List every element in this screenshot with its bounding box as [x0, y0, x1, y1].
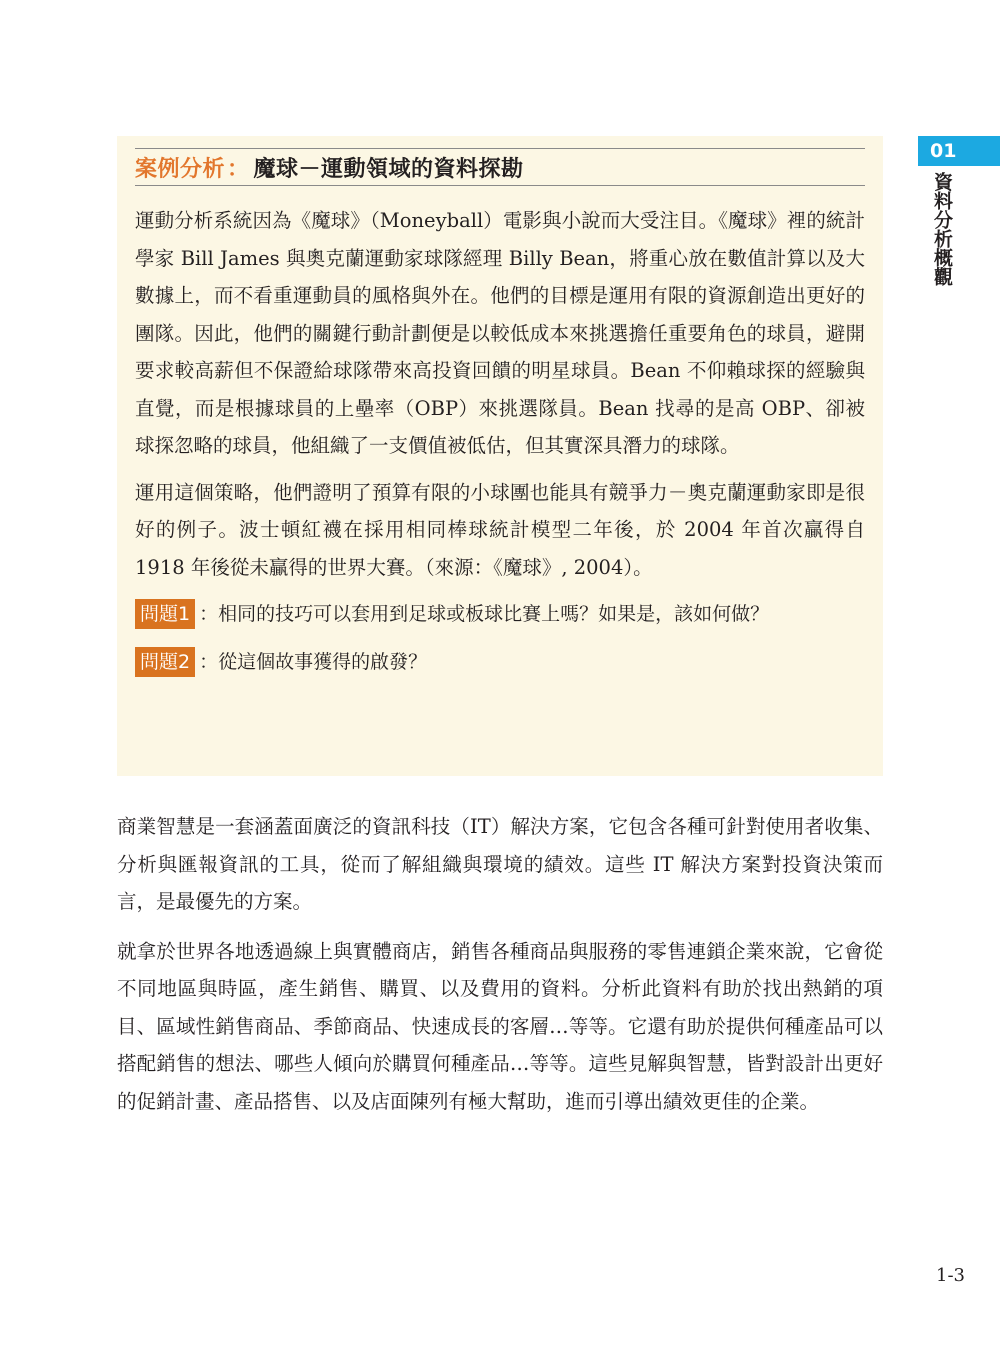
- case-study-heading: [135, 148, 865, 186]
- question-row: [135, 599, 865, 629]
- case-study-label: 案例分析: [135, 156, 226, 182]
- chapter-title-vertical: 資料分析概觀: [931, 172, 953, 286]
- case-study-body: [135, 202, 865, 677]
- body-paragraph: 就拿於世界各地透過線上與實體商店，銷售各種商品與服務的零售連鎖企業來說，它會從不同地區與時區，產生銷售、購買、以及費用的資料。分析此資料有助於找出熱銷的項目、區域性銷售商品、季節商品、快速成長的客層…等等。它還有助於提供何種產品可以搭配銷售的想法、哪些人傾向於購買何種產品…等等。這些見解與智慧，皆對設計出更好的促銷計畫、產品搭售、以及店面陳列有極大幫助，進而引導出績效更佳的企業。: [117, 939, 883, 1113]
- main-body-text: [117, 808, 883, 1132]
- case-study-box: [117, 136, 883, 776]
- case-study-title: 魔球－運動領域的資料探勘: [253, 156, 524, 182]
- page-number: 1-3: [936, 1265, 965, 1286]
- question-row: [135, 647, 865, 677]
- case-study-paragraph: 運動分析系統因為《魔球》（Moneyball）電影與小說而大受注目。《魔球》裡的統計學家 Bill James 與奧克蘭運動家球隊經理 Billy Bean，將重心放在數值計算以及大數據上，而不看重運動員的風格與外在。他們的目標是運用有限的資源創造出更好的團隊。因此，他們的關鍵行動計劃便是以較低成本來挑選擔任重要角色的球員，避開要求較高薪但不保證給球隊帶來高投資回饋的明星球員。Bean 不仰賴球探的經驗與直覺，而是根據球員的上壘率（OBP）來挑選隊員。Bean 找尋的是高 OBP、卻被球探忽略的球員，他組織了一支價值被低估，但其實深具潛力的球隊。: [135, 209, 865, 457]
- chapter-number: 01: [930, 140, 957, 162]
- case-study-paragraph: 運用這個策略，他們證明了預算有限的小球團也能具有競爭力－奧克蘭運動家即是很好的例子。波士頓紅襪在採用相同棒球統計模型二年後，於 2004 年首次贏得自 1918 年後從未贏得的世界大賽。（來源：《魔球》, 2004）。: [135, 480, 865, 579]
- body-paragraph: 商業智慧是一套涵蓋面廣泛的資訊科技（IT）解決方案，它包含各種可針對使用者收集、分析與匯報資訊的工具，從而了解組織與環境的績效。這些 IT 解決方案對投資決策而言，是最優先的方案。: [117, 815, 883, 913]
- question-text: ：從這個故事獲得的啟發？: [199, 651, 428, 673]
- case-study-separator: ：: [227, 156, 250, 182]
- question-badge: 問題1: [135, 599, 195, 629]
- question-badge: 問題2: [135, 647, 195, 677]
- question-text: ：相同的技巧可以套用到足球或板球比賽上嗎？如果是，該如何做？: [199, 603, 770, 625]
- chapter-number-tab: [918, 136, 1000, 166]
